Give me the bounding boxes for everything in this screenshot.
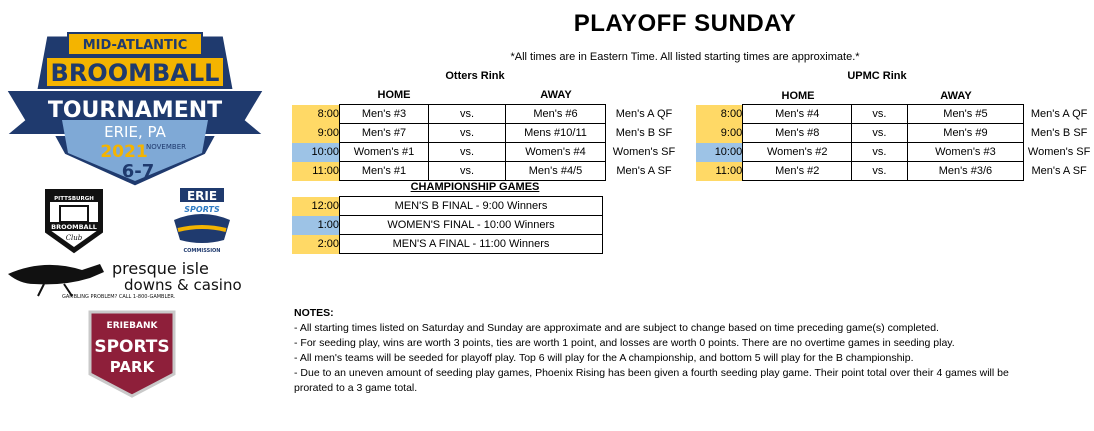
- upmc-away-header: AWAY: [940, 90, 972, 102]
- vs-label: vs.: [429, 143, 506, 162]
- schedule-row: [292, 162, 682, 181]
- championship-row: [292, 197, 603, 216]
- game-type: Men's A QF: [1030, 108, 1088, 120]
- logo-dates: 6-7: [121, 161, 155, 182]
- logo-month: NOVEMBER: [146, 143, 186, 151]
- erie-top: ERIE: [186, 189, 218, 203]
- home-team: Women's #2: [743, 143, 852, 162]
- schedule-row: [292, 124, 682, 143]
- tournament-logo: [6, 15, 264, 190]
- schedule-row: [696, 143, 1094, 162]
- away-team: Men's #6: [506, 105, 606, 124]
- away-team: Women's #3: [907, 143, 1024, 162]
- notes-section: [294, 306, 1014, 396]
- game-time: 8:00: [696, 105, 743, 124]
- game-time: 8:00: [292, 105, 340, 124]
- erie-sports-logo: [166, 184, 242, 258]
- eriebank-bot: PARK: [109, 358, 155, 376]
- away-team: Mens #10/11: [506, 124, 606, 143]
- upmc-rink-title: UPMC Rink: [847, 70, 907, 82]
- championship-row: [292, 216, 603, 235]
- pittsburgh-broomball-logo: [34, 184, 114, 256]
- game-type: Men's B SF: [1030, 127, 1088, 139]
- away-team: Men's #3/6: [907, 162, 1024, 181]
- away-team: Men's #9: [907, 124, 1024, 143]
- championship-row: [292, 235, 603, 254]
- upmc-home-header: HOME: [781, 90, 815, 102]
- vs-label: vs.: [852, 105, 907, 124]
- schedule-row: [696, 162, 1094, 181]
- otters-away-header: AWAY: [540, 89, 572, 101]
- schedule-row: [696, 124, 1094, 143]
- away-team: Men's #5: [907, 105, 1024, 124]
- game-time: 11:00: [292, 162, 340, 181]
- game-time: 11:00: [696, 162, 743, 181]
- schedule-row: [696, 105, 1094, 124]
- page-title: PLAYOFF SUNDAY: [573, 10, 797, 37]
- pitt-top: PITTSBURGH: [54, 196, 94, 202]
- game-time: 10:00: [696, 143, 743, 162]
- final-description: MEN'S A FINAL - 11:00 Winners: [340, 235, 603, 254]
- home-team: Men's #8: [743, 124, 852, 143]
- away-team: Women's #4: [506, 143, 606, 162]
- game-time: 9:00: [292, 124, 340, 143]
- note-item: - All starting times listed on Saturday and Sunday are approximate and are subject to change based on time preceding game(s) completed.: [294, 322, 939, 334]
- home-team: Men's #3: [340, 105, 429, 124]
- notes-heading: NOTES:: [294, 307, 334, 319]
- game-type: Women's SF: [1027, 146, 1091, 158]
- erie-bot: COMMISSION: [183, 248, 221, 254]
- logo-line3: TOURNAMENT: [47, 98, 223, 123]
- game-type: Men's B SF: [615, 127, 673, 139]
- note-item: - All men's teams will be seeded for playoff play. Top 6 will play for the A championship, and bottom 5 will play for the B championship.: [294, 352, 914, 364]
- logo-year: 2021: [100, 142, 148, 162]
- schedule-row: [292, 143, 682, 162]
- game-type: Men's A SF: [616, 165, 672, 177]
- home-team: Women's #1: [340, 143, 429, 162]
- final-description: WOMEN'S FINAL - 10:00 Winners: [340, 216, 603, 235]
- schedule-row: [292, 105, 682, 124]
- final-description: MEN'S B FINAL - 9:00 Winners: [340, 197, 603, 216]
- logo-line1: MID-ATLANTIC: [82, 38, 188, 53]
- away-team: Men's #4/5: [506, 162, 606, 181]
- game-time: 2:00: [292, 235, 340, 254]
- game-time: 1:00: [292, 216, 340, 235]
- championship-heading: CHAMPIONSHIP GAMES: [410, 181, 540, 193]
- home-team: Men's #4: [743, 105, 852, 124]
- note-item: - For seeding play, wins are worth 3 points, ties are worth 1 point, and losses are worth 0 points. There are no overtime games in seeding play.: [294, 337, 955, 349]
- home-team: Men's #7: [340, 124, 429, 143]
- eriebank-mid: SPORTS: [94, 337, 170, 357]
- logo-line2: BROOMBALL: [50, 59, 220, 87]
- vs-label: vs.: [852, 162, 907, 181]
- game-time: 12:00: [292, 197, 340, 216]
- presque-line3: GAMBLING PROBLEM? CALL 1-800-GAMBLER.: [62, 294, 176, 300]
- otters-schedule-table: [292, 104, 682, 181]
- home-team: Men's #2: [743, 162, 852, 181]
- game-type: Women's SF: [612, 146, 676, 158]
- vs-label: vs.: [852, 124, 907, 143]
- eriebank-top: ERIEBANK: [106, 321, 158, 331]
- game-time: 10:00: [292, 143, 340, 162]
- vs-label: vs.: [429, 124, 506, 143]
- vs-label: vs.: [429, 105, 506, 124]
- presque-isle-logo: [4, 256, 250, 300]
- pitt-bot: Club: [65, 234, 83, 242]
- otters-rink-title: Otters Rink: [445, 70, 505, 82]
- home-team: Men's #1: [340, 162, 429, 181]
- eriebank-sports-park-logo: [86, 308, 178, 398]
- vs-label: vs.: [852, 143, 907, 162]
- vs-label: vs.: [429, 162, 506, 181]
- presque-line2: downs & casino: [124, 276, 242, 294]
- presque-line1: presque isle: [112, 259, 209, 278]
- erie-mid: SPORTS: [184, 205, 220, 214]
- game-type: Men's A QF: [615, 108, 673, 120]
- upmc-schedule-table: [696, 104, 1094, 181]
- note-item: - Due to an uneven amount of seeding play games, Phoenix Rising has been given a fourth seeding play game. Their point total over their 4 games will be prorated to a 3 game total.: [294, 367, 1009, 394]
- pitt-mid: BROOMBALL: [51, 223, 97, 231]
- championship-table: [292, 196, 603, 254]
- game-time: 9:00: [696, 124, 743, 143]
- otters-home-header: HOME: [377, 89, 411, 101]
- game-type: Men's A SF: [1031, 165, 1087, 177]
- page-subtitle: *All times are in Eastern Time. All listed starting times are approximate.*: [510, 51, 860, 63]
- logo-line4: ERIE, PA: [104, 123, 166, 141]
